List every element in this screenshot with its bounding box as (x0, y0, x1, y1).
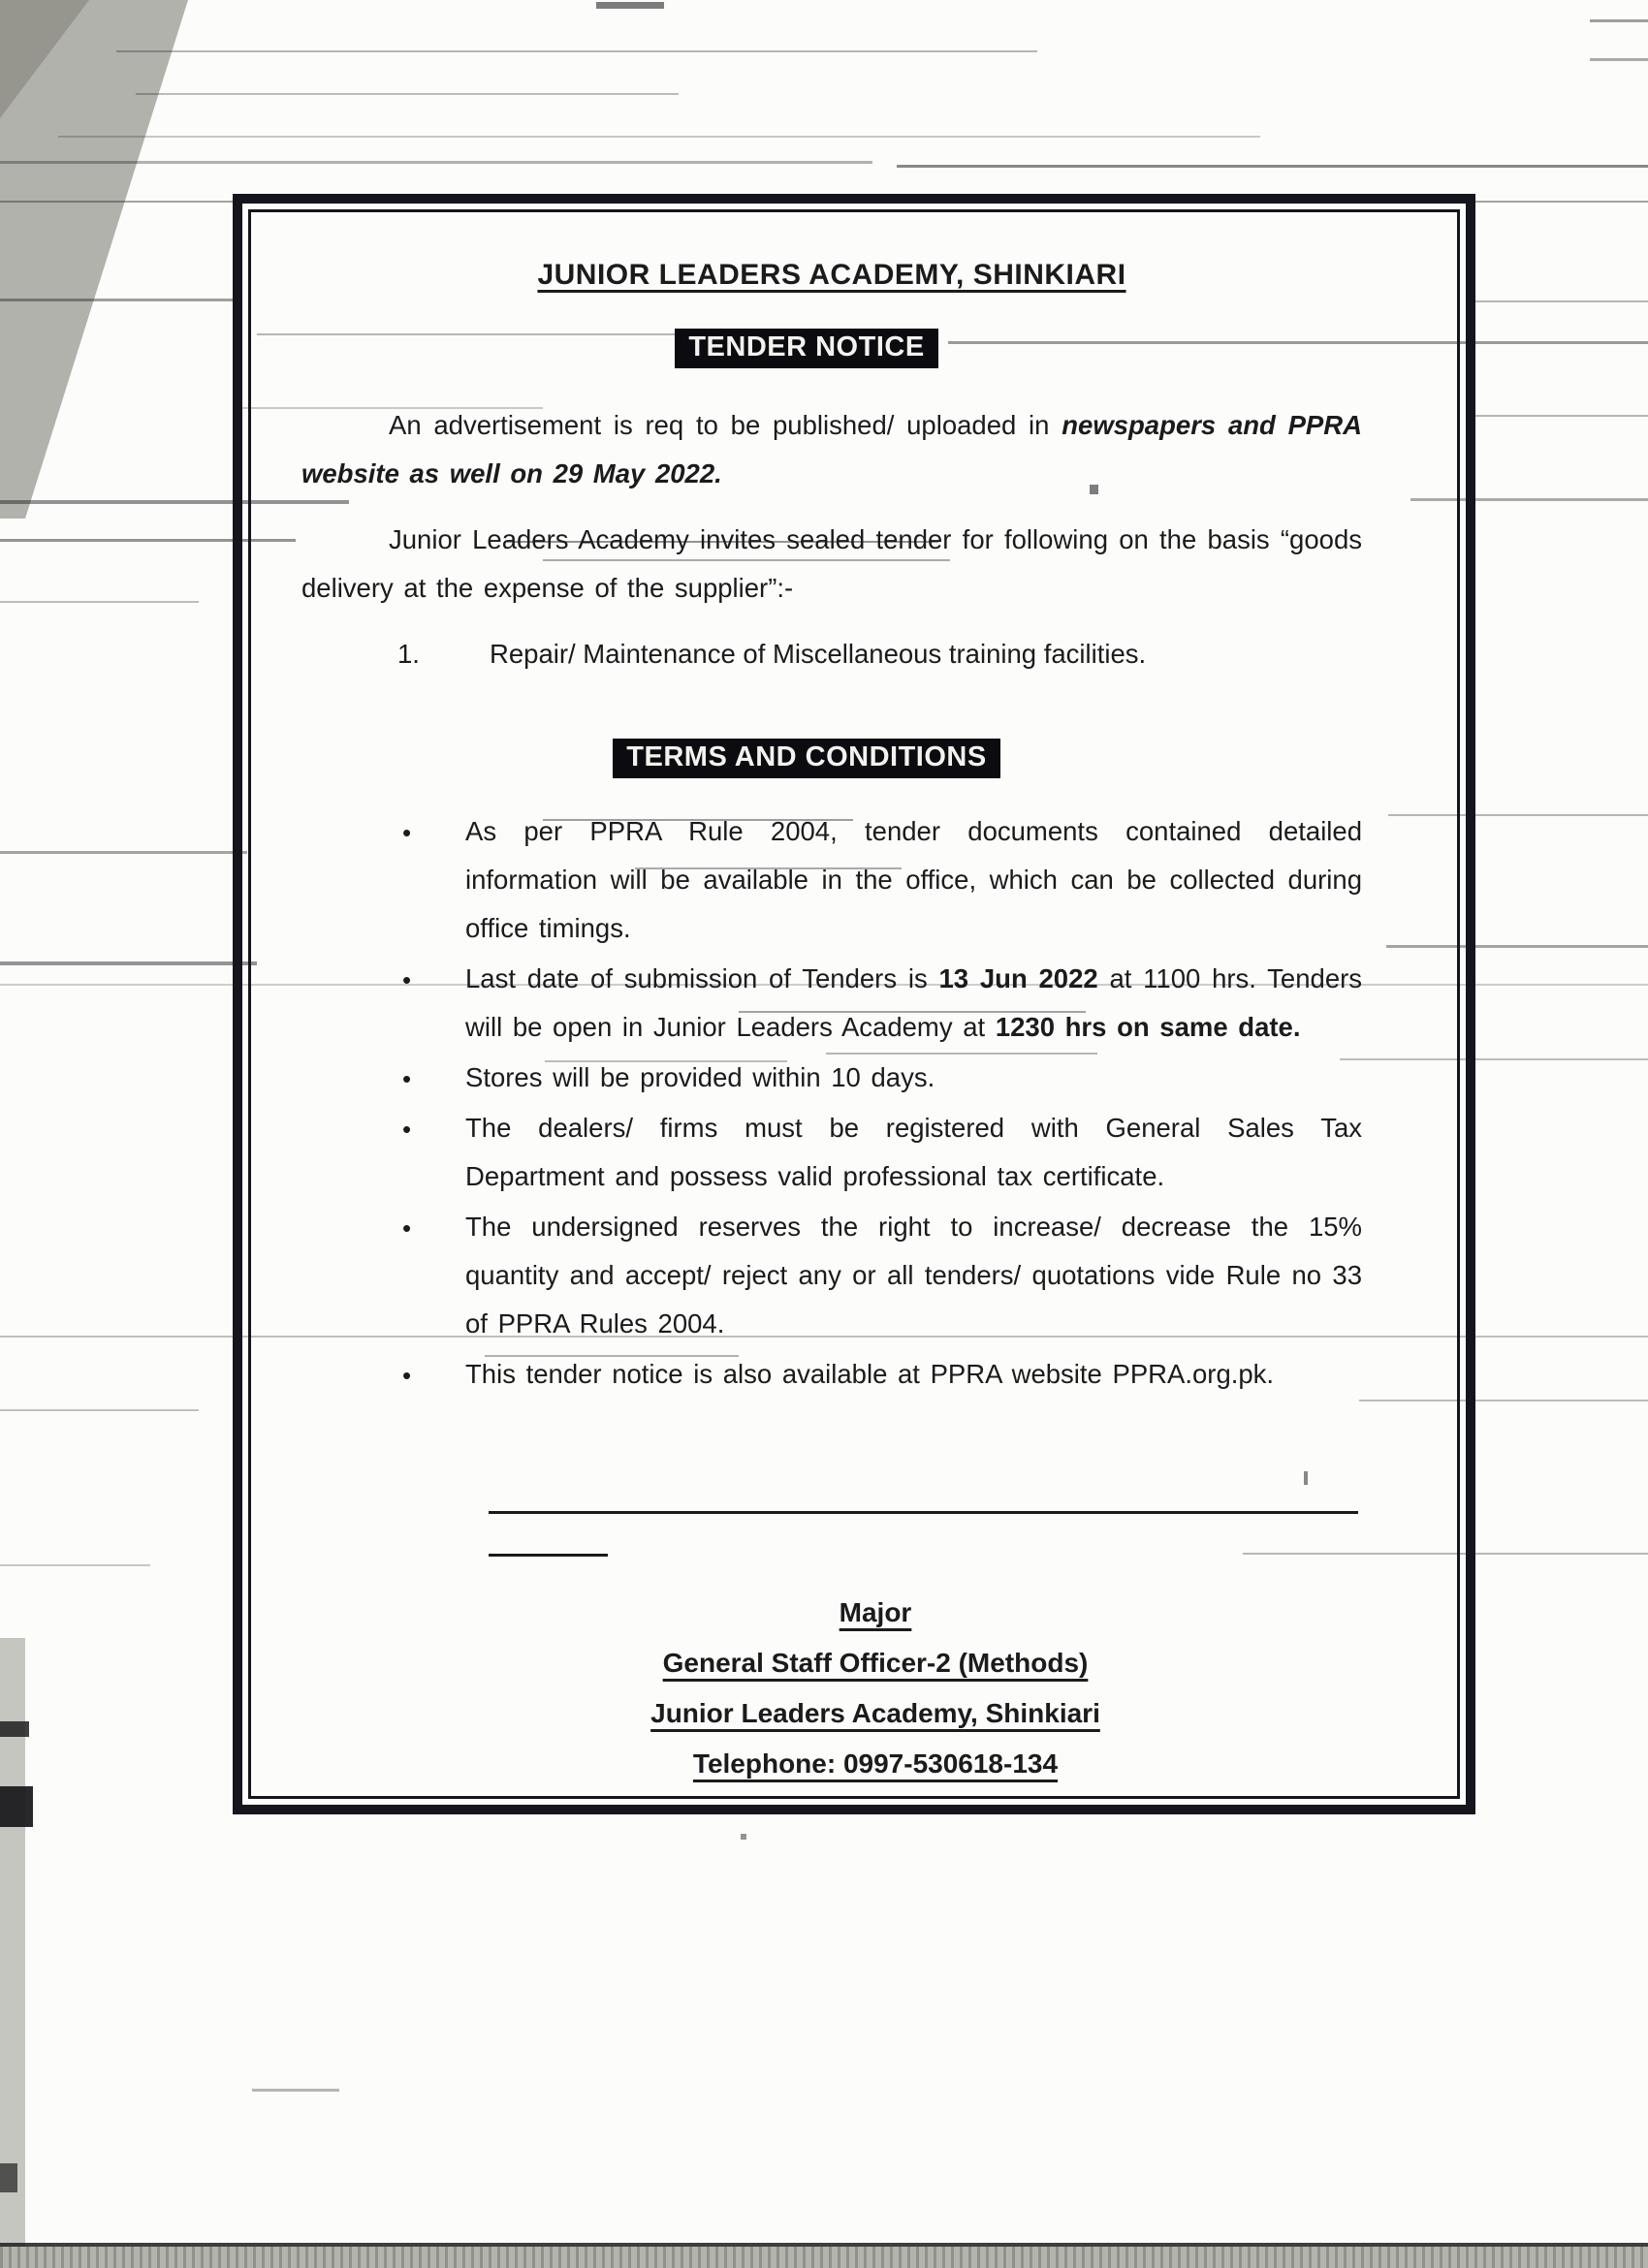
scan-bottom-strip (0, 2247, 1648, 2268)
term-item (301, 807, 1362, 953)
text-segment: newspapers and PPRA website as well on 29 May 2022. (301, 410, 1362, 488)
signature-block (254, 1588, 1497, 1789)
scan-streak (0, 1409, 199, 1411)
scan-streak (0, 961, 257, 965)
intro-paragraph (301, 401, 1362, 498)
scan-streak (116, 50, 1037, 52)
text-segment: at 1100 hrs. Tenders will be open in Junior Leaders Academy at (465, 963, 1363, 1042)
terms-header-row (301, 739, 1362, 778)
term-item-text (465, 816, 1362, 943)
date-line (489, 1554, 608, 1557)
text-segment: This tender notice is also available at PPRA website PPRA.org.pk. (465, 1359, 1275, 1389)
term-item-text (465, 1062, 935, 1092)
text-segment: Last date of submission of Tenders is (465, 963, 939, 993)
page-title: JUNIOR LEADERS ACADEMY, SHINKIARI (537, 259, 1126, 291)
term-item (301, 1350, 1362, 1399)
scan-streak (58, 136, 1260, 138)
term-item (301, 1104, 1362, 1201)
scan-streak (0, 601, 199, 603)
signatory-rank: Major (839, 1597, 912, 1627)
term-item (301, 1054, 1362, 1102)
scan-streak (136, 93, 679, 95)
edge-registration-mark (0, 1721, 29, 1737)
text-segment: As per PPRA Rule 2004, tender documents contained detailed information will be available in the office, which can be collected during office timings. (465, 816, 1362, 943)
scan-streak (741, 1834, 746, 1840)
bullet-icon: • (402, 965, 412, 994)
text-segment: The undersigned reserves the right to increase/ decrease the 15% quantity and accept/ reject any or all tenders/ quotations vide Rule no 33 of PPRA Rules 2004. (465, 1212, 1362, 1339)
bullet-icon: • (402, 1361, 412, 1390)
scan-streak (1474, 300, 1648, 302)
scan-streak (0, 1564, 150, 1566)
edge-registration-mark (0, 1786, 33, 1827)
tender-notice-header: TENDER NOTICE (675, 329, 937, 368)
term-item-text (465, 1359, 1274, 1389)
term-item-text (465, 1212, 1362, 1339)
scan-streak (1590, 19, 1648, 22)
scan-streak (252, 2089, 339, 2092)
text-segment: An advertisement is req to be published/ uploaded in (389, 410, 1062, 440)
text-segment: The dealers/ firms must be registered with General Sales Tax Department and possess valid professional tax certificate. (465, 1113, 1362, 1191)
term-item (301, 955, 1362, 1052)
text-segment: 13 Jun 2022 (938, 963, 1098, 993)
tender-item-number: 1. (397, 639, 420, 669)
text-segment: Stores will be provided within 10 days. (465, 1062, 935, 1092)
edge-registration-mark (0, 2163, 17, 2192)
bullet-icon: • (402, 1115, 412, 1144)
signatory-telephone: Telephone: 0997-530618-134 (692, 1748, 1059, 1779)
scan-streak (596, 2, 664, 9)
text-segment: 1230 hrs on same date. (995, 1012, 1301, 1042)
term-item-text (465, 963, 1362, 1042)
tender-item (301, 630, 1362, 678)
bullet-icon: • (402, 1064, 412, 1093)
invitation-paragraph (301, 516, 1362, 613)
tender-item-text: Repair/ Maintenance of Miscellaneous training facilities. (490, 639, 1147, 669)
tender-notice-row (301, 329, 1362, 368)
signature-line (489, 1511, 1358, 1514)
terms-and-conditions-header: TERMS AND CONDITIONS (613, 739, 999, 778)
document-content (251, 212, 1457, 1796)
scan-streak (897, 165, 1648, 168)
bullet-icon: • (402, 818, 412, 847)
terms-list (301, 807, 1362, 1399)
signatory-unit: Junior Leaders Academy, Shinkiari (650, 1698, 1100, 1728)
bullet-icon: • (402, 1213, 412, 1243)
term-item (301, 1203, 1362, 1348)
text-segment: Junior Leaders Academy invites sealed tender for following on the basis “goods delivery at the expense of the supplier”:- (301, 524, 1362, 603)
scan-streak (0, 851, 247, 854)
scan-streak (1590, 58, 1648, 61)
signatory-designation: General Staff Officer-2 (Methods) (662, 1648, 1089, 1678)
scan-streak (1472, 415, 1648, 417)
document-border-frame-inner (248, 209, 1460, 1799)
term-item-text (465, 1113, 1362, 1191)
document-border-frame (233, 194, 1475, 1814)
